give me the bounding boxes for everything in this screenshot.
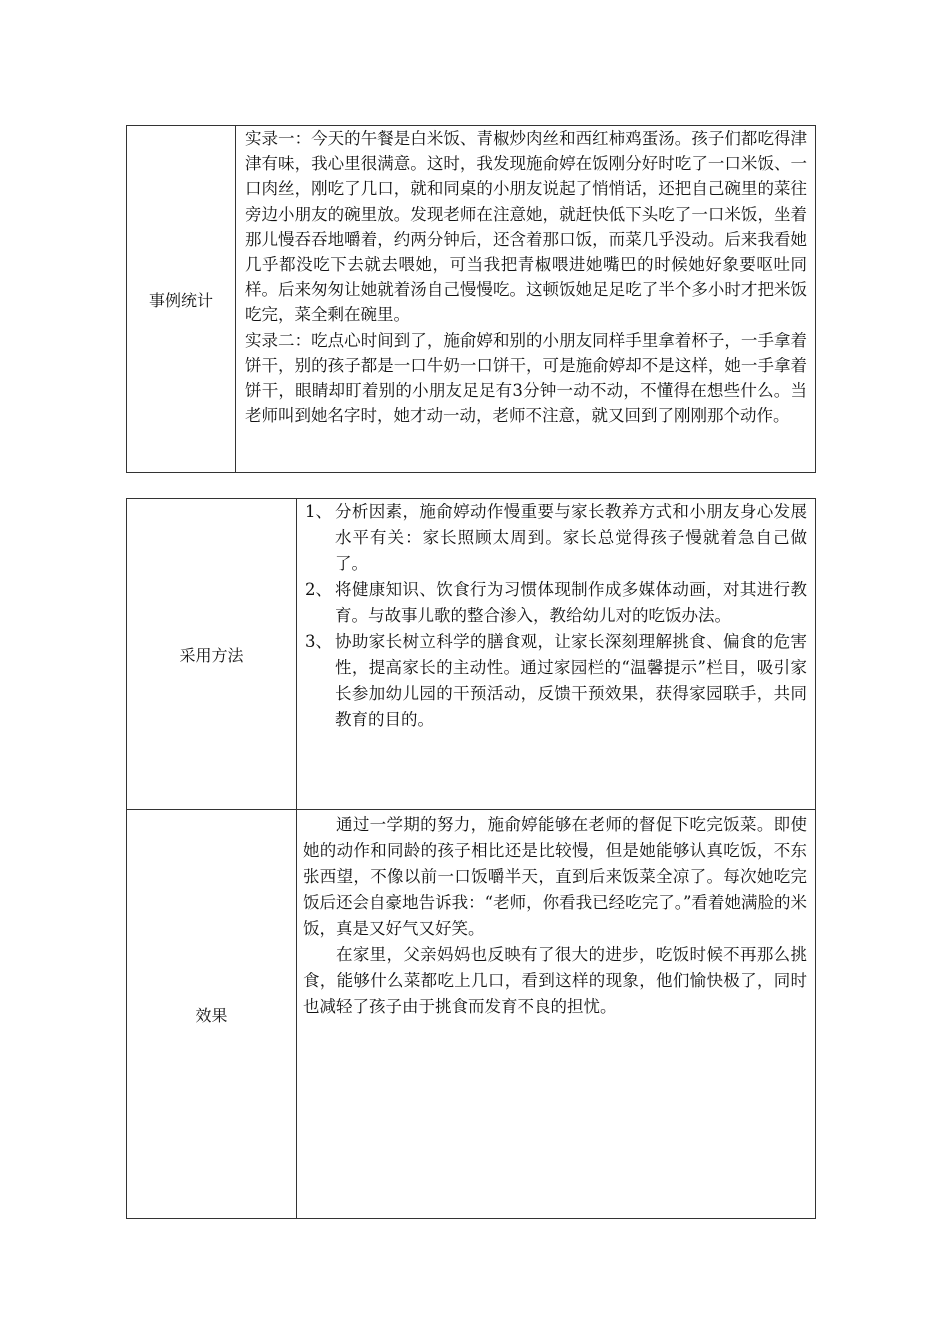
case-statistics-table xyxy=(126,125,816,473)
method-text: 分析因素，施俞婷动作慢重要与家长教养方式和小朋友身心发展水平有关：家长照顾太周到。家长总觉得孩子慢就着急自己做了。 xyxy=(335,502,807,573)
effects-paragraph-1: 通过一学期的努力，施俞婷能够在老师的督促下吃完饭菜。即使她的动作和同龄的孩子相比还是比较慢，但是她能够认真吃饭，不东张西望，不像以前一口饭嚼半天，直到后来饭菜全凉了。每次她吃完饭后还会自豪地告诉我：“老师，你看我已经吃完了。”看着她满脸的米饭，真是又好气又好笑。 xyxy=(303,815,807,938)
methods-effects-table xyxy=(126,498,816,1219)
effects-label: 效果 xyxy=(127,810,297,1219)
method-text: 将健康知识、饮食行为习惯体现制作成多媒体动画，对其进行教育。与故事儿歌的整合渗入，教给幼儿对的吃饭办法。 xyxy=(335,580,807,625)
effects-row xyxy=(127,810,816,1219)
method-item xyxy=(305,499,807,577)
method-text: 协助家长树立科学的膳食观，让家长深刻理解挑食、偏食的危害性，提高家长的主动性。通过家园栏的“温馨提示”栏目，吸引家长参加幼儿园的干预活动，反馈干预效果，获得家园联手，共同教育的目的。 xyxy=(335,632,807,729)
method-number: 3、 xyxy=(305,632,332,651)
methods-row xyxy=(127,499,816,810)
record-2: 实录二：吃点心时间到了，施俞婷和别的小朋友同样手里拿着杯子，一手拿着饼干，别的孩子都是一口牛奶一口饼干，可是施俞婷却不是这样，她一手拿着饼干，眼睛却盯着别的小朋友足足有3分钟一动不动，不懂得在想些什么。当老师叫到她名字时，她才动一动，老师不注意，就又回到了刚刚那个动作。 xyxy=(245,330,807,426)
record-1: 实录一：今天的午餐是白米饭、青椒炒肉丝和西红柿鸡蛋汤。孩子们都吃得津津有味，我心里很满意。这时，我发现施俞婷在饭刚分好时吃了一口米饭、一口肉丝，刚吃了几口，就和同桌的小朋友说起了悄悄话，还把自己碗里的菜往旁边小朋友的碗里放。发现老师在注意她，就赶快低下头吃了一口米饭，坐着那儿慢吞吞地嚼着，约两分钟后，还含着那口饭，而菜几乎没动。后来我看她几乎都没吃下去就去喂她，可当我把青椒喂进她嘴巴的时候她好象要呕吐同样。后来匆匆让她就着汤自己慢慢吃。这顿饭她足足吃了半个多小时才把米饭吃完，菜全剩在碗里。 xyxy=(245,129,807,325)
methods-label: 采用方法 xyxy=(127,499,297,810)
case-statistics-row xyxy=(127,126,816,473)
method-number: 2、 xyxy=(305,580,332,599)
effects-cell xyxy=(297,810,816,1219)
method-item xyxy=(305,629,807,733)
method-item xyxy=(305,577,807,629)
effects-paragraph-2: 在家里，父亲妈妈也反映有了很大的进步，吃饭时候不再那么挑食，能够什么菜都吃上几口，看到这样的现象，他们愉快极了，同时也减轻了孩子由于挑食而发育不良的担忧。 xyxy=(303,945,807,1016)
methods-list xyxy=(297,499,815,733)
methods-cell xyxy=(297,499,816,810)
case-statistics-label: 事例统计 xyxy=(127,126,236,473)
case-records-cell xyxy=(236,126,816,473)
method-number: 1、 xyxy=(305,502,332,521)
